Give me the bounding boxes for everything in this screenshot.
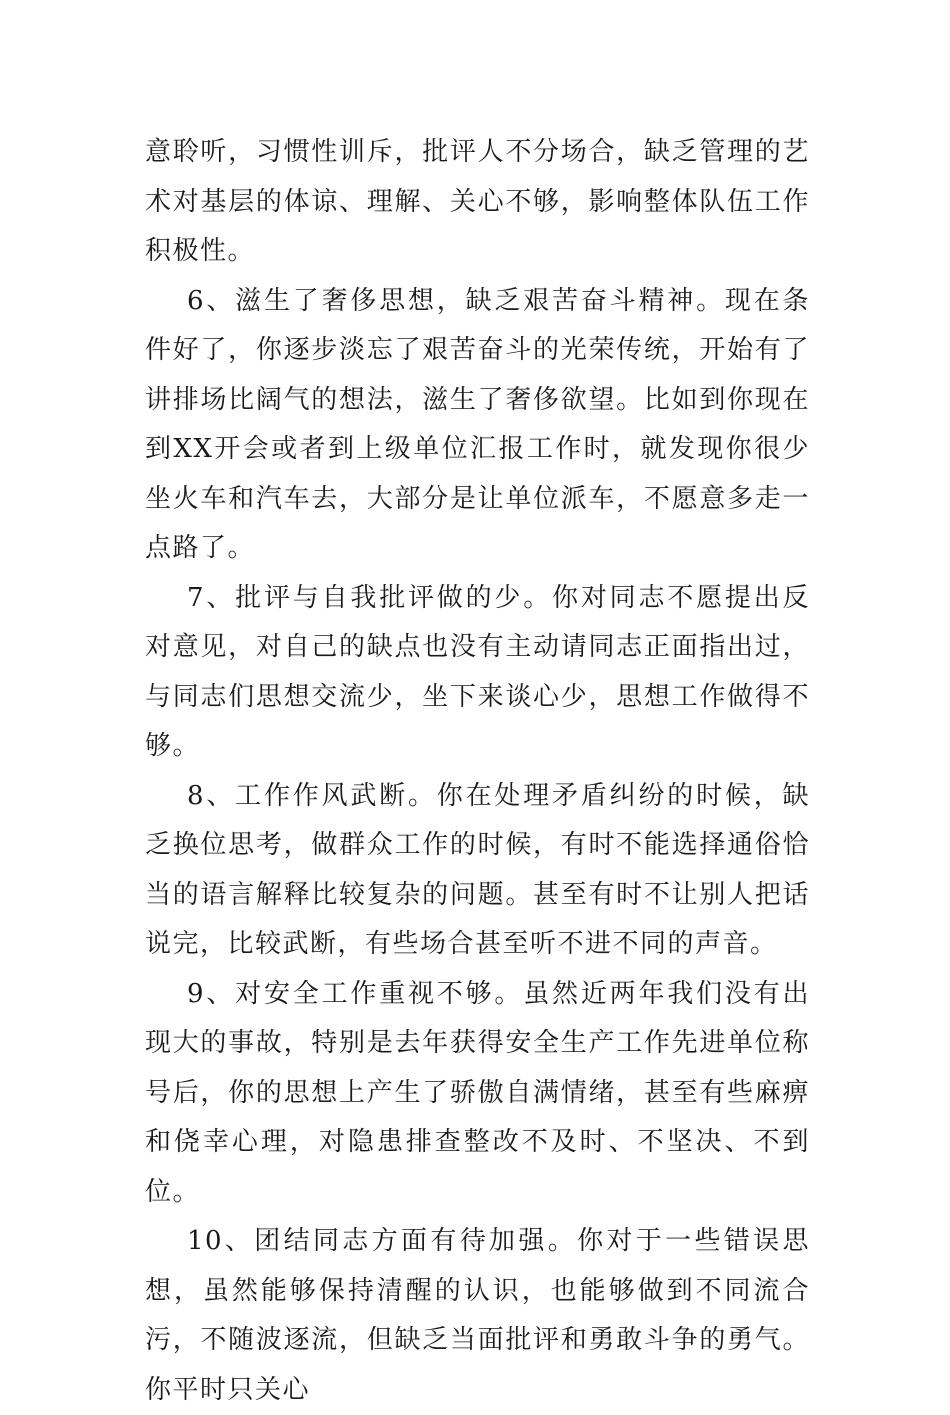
paragraph-item-8: 8、工作作风武断。你在处理矛盾纠纷的时候，缺乏换位思考，做群众工作的时候，有时不能选择通俗恰当的语言解释比较复杂的问题。甚至有时不让别人把话说完，比较武断，有些场合甚至听不进不同的声音。 bbox=[145, 780, 810, 959]
document-body bbox=[145, 128, 810, 1415]
paragraph-continued: 意聆听，习惯性训斥，批评人不分场合，缺乏管理的艺术对基层的体谅、理解、关心不够，影响整体队伍工作积极性。 bbox=[145, 137, 810, 266]
paragraph-item-7: 7、批评与自我批评做的少。你对同志不愿提出反对意见，对自己的缺点也没有主动请同志正面指出过，与同志们思想交流少，坐下来谈心少，思想工作做得不够。 bbox=[145, 582, 810, 761]
paragraph-item-9: 9、对安全工作重视不够。虽然近两年我们没有出现大的事故，特别是去年获得安全生产工作先进单位称号后，你的思想上产生了骄傲自满情绪，甚至有些麻痹和侥幸心理，对隐患排查整改不及时、不坚决、不到位。 bbox=[145, 978, 810, 1207]
paragraph-item-6: 6、滋生了奢侈思想，缺乏艰苦奋斗精神。现在条件好了，你逐步淡忘了艰苦奋斗的光荣传统，开始有了讲排场比阔气的想法，滋生了奢侈欲望。比如到你现在到XX开会或者到上级单位汇报工作时，就发现你很少坐火车和汽车去，大部分是让单位派车，不愿意多走一点路了。 bbox=[145, 285, 810, 563]
paragraph-item-10: 10、团结同志方面有待加强。你对于一些错误思想，虽然能够保持清醒的认识，也能够做到不同流合污，不随波逐流，但缺乏当面批评和勇敢斗争的勇气。你平时只关心 bbox=[145, 1226, 810, 1405]
